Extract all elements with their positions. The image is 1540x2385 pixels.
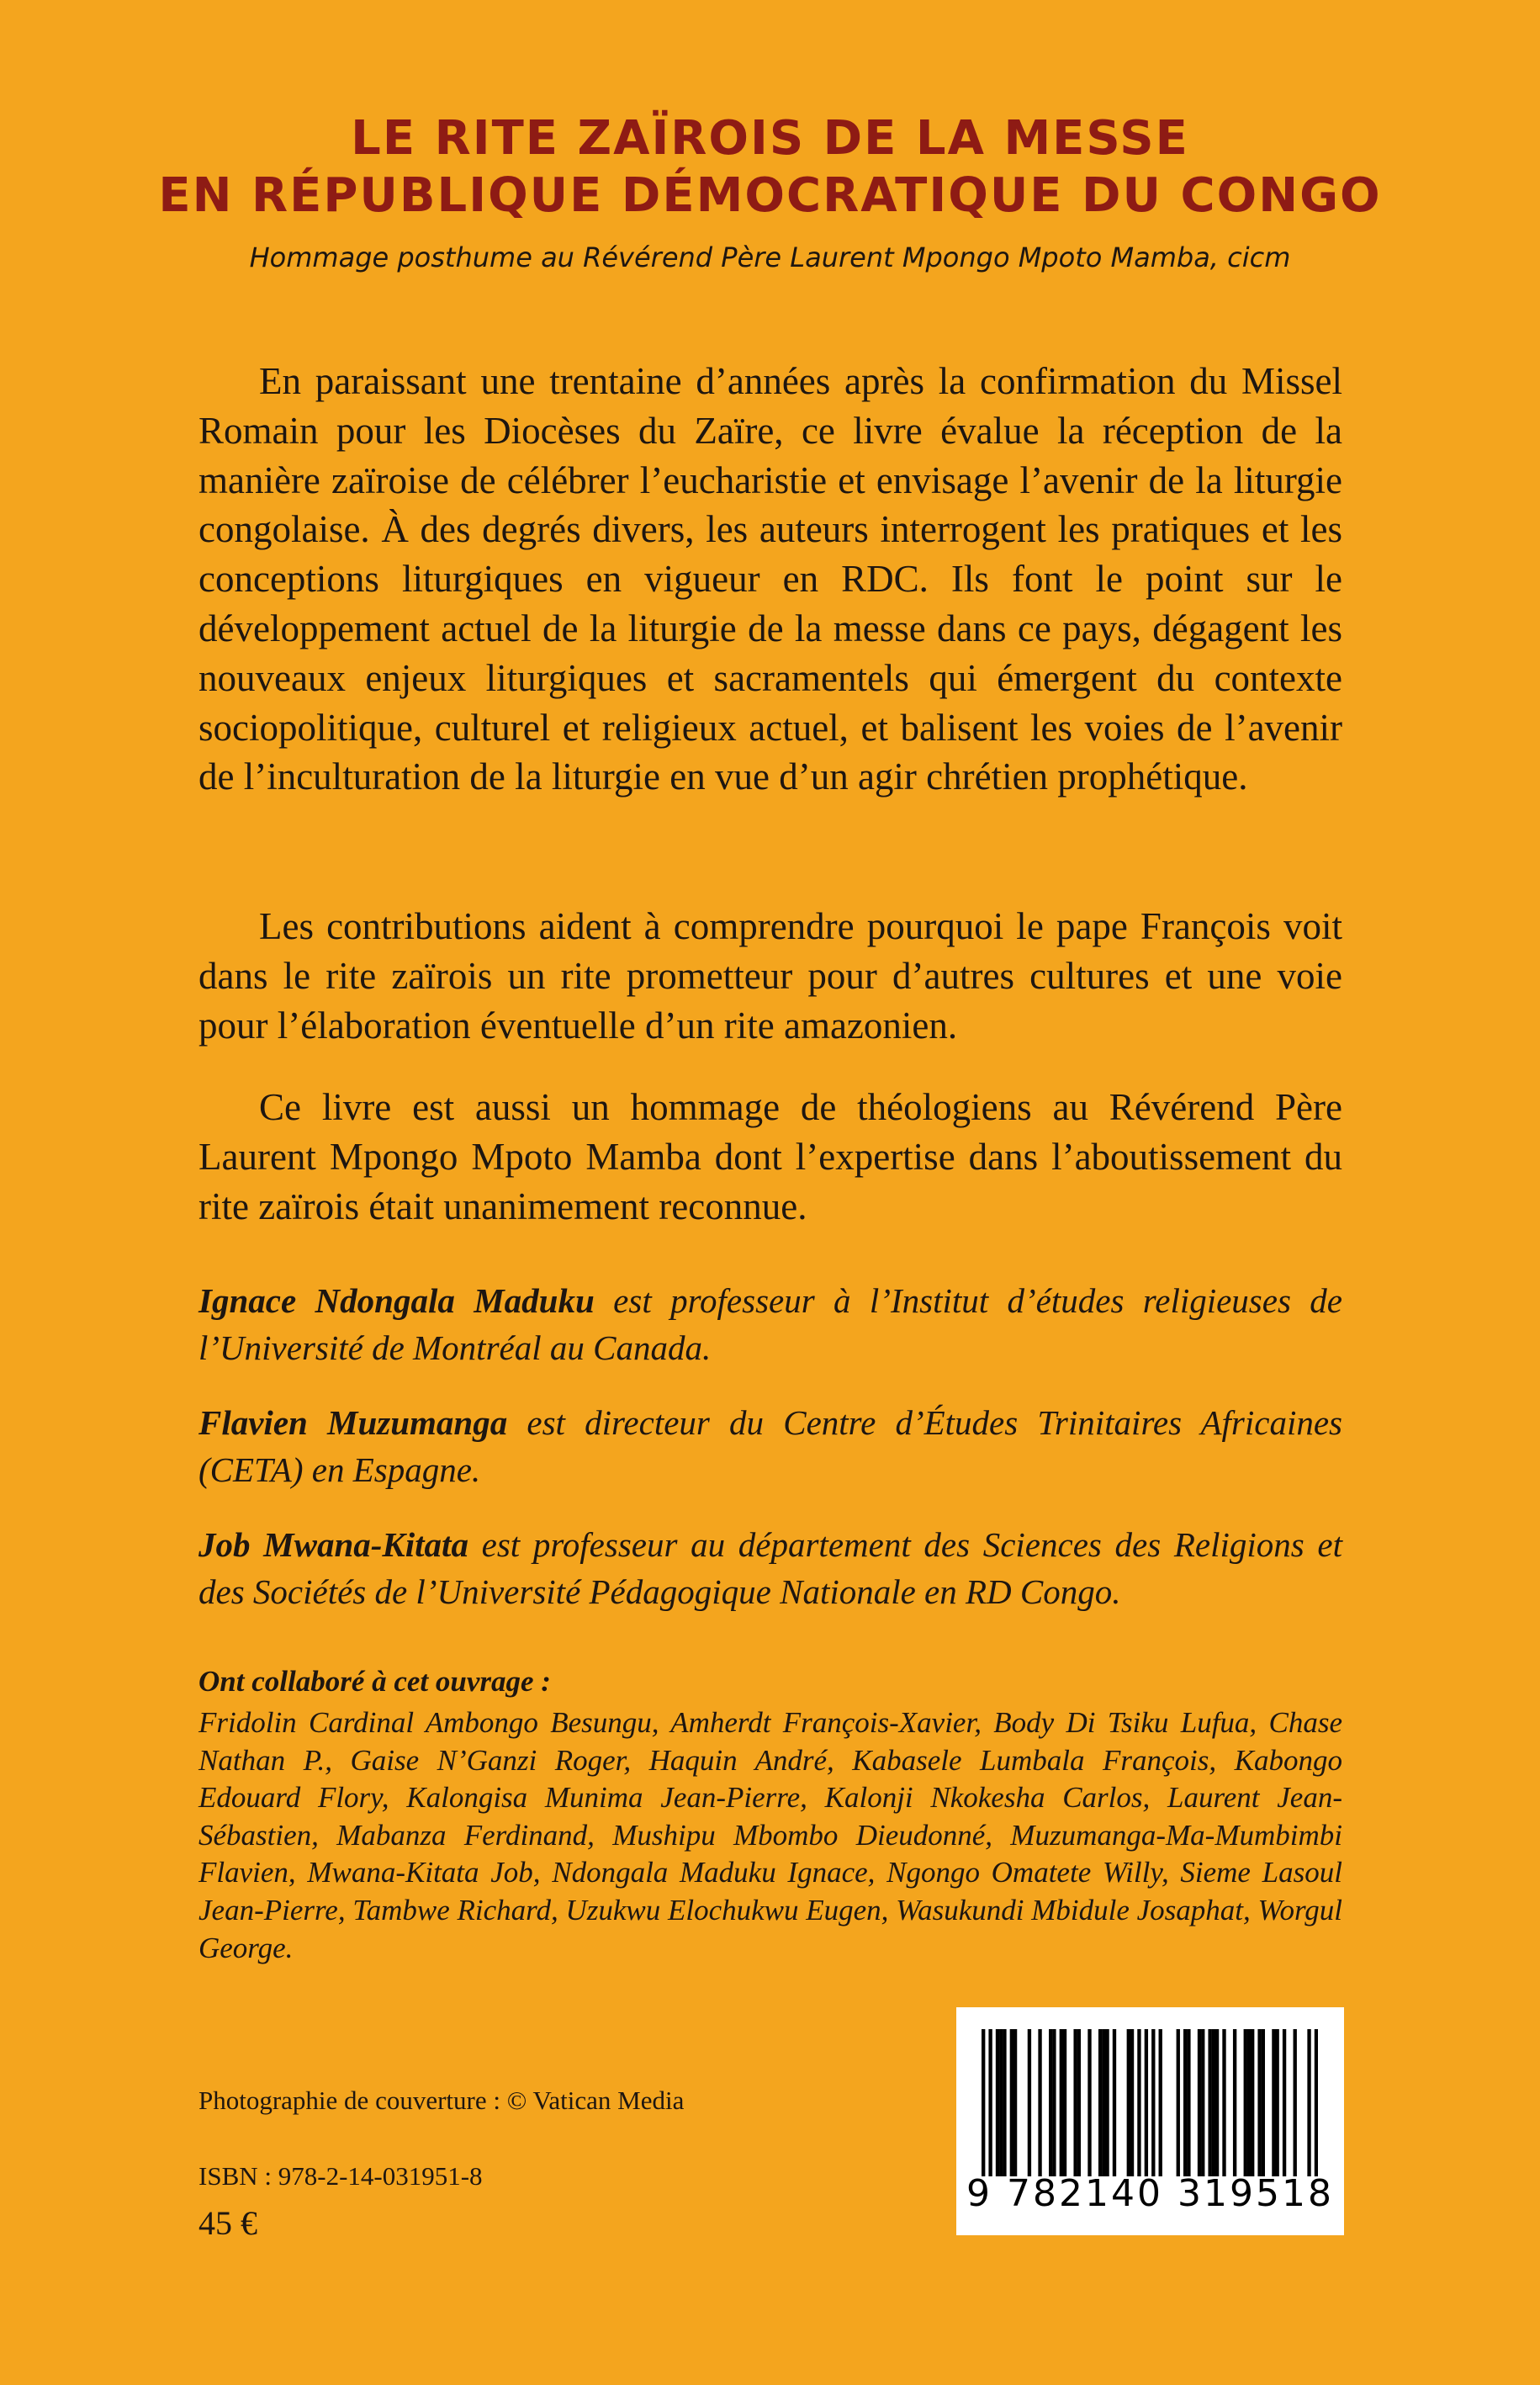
barcode-bar xyxy=(1060,2029,1063,2176)
barcode-bar xyxy=(1177,2029,1180,2176)
barcode-bar xyxy=(1088,2029,1091,2176)
barcode-bar xyxy=(1052,2029,1056,2176)
barcode-bar xyxy=(1159,2029,1162,2176)
author-description: est professeur au département des Sciences des Religions et des Sociétés de l’Université Pédagogique Nationale en RD Congo. xyxy=(198,1525,1342,1611)
barcode-bar xyxy=(1049,2029,1052,2176)
barcode xyxy=(956,2007,1344,2235)
barcode-bar xyxy=(1187,2029,1190,2176)
barcode-bar xyxy=(1247,2029,1251,2176)
author-description: est directeur du Centre d’Études Trinitaires Africaines (CETA) en Espagne. xyxy=(198,1403,1342,1489)
summary-paragraph-1: En paraissant une trentaine d’années après la confirmation du Missel Romain pour les Diocèses du Zaïre, ce livre évalue la réception de la manière zaïroise de célébrer l’eucharistie et envisage l’avenir de la liturgie congolaise. À des degrés divers, les auteurs interrogent les pratiques et les conceptions liturgiques en vigueur en RDC. Ils font le point sur le développement actuel de la liturgie de la messe dans ce pays, dégagent les nouveaux enjeux liturgiques et sacramentels qui émergent du contexte sociopolitique, culturel et religieux actuel, et balisent les voies de l’avenir de l’inculturation de la liturgie en vue d’un agir chrétien prophétique. xyxy=(198,360,1342,798)
barcode-bar xyxy=(1183,2029,1187,2176)
barcode-bar xyxy=(1198,2029,1201,2176)
barcode-bar xyxy=(1073,2029,1077,2176)
barcode-bar xyxy=(1294,2029,1297,2176)
barcode-bar xyxy=(1113,2029,1116,2176)
barcode-bar xyxy=(1028,2029,1031,2176)
barcode-bar xyxy=(982,2029,985,2176)
barcode-bar xyxy=(1130,2029,1134,2176)
isbn: ISBN : 978-2-14-031951-8 xyxy=(198,2161,483,2191)
author-bio-2 xyxy=(198,1399,1342,1493)
author-name: Ignace Ndongala Maduku xyxy=(198,1281,595,1320)
summary-paragraph-3: Ce livre est aussi un hommage de théologiens au Révérend Père Laurent Mpongo Mpoto Mamba dont l’expertise dans l’aboutissement du rite zaïrois était unanimement reconnue. xyxy=(198,1086,1342,1227)
barcode-bar xyxy=(1038,2029,1041,2176)
barcode-bar xyxy=(1251,2029,1254,2176)
barcode-bar xyxy=(1222,2029,1225,2176)
barcode-bar xyxy=(1208,2029,1211,2176)
barcode-bar xyxy=(1283,2029,1286,2176)
barcode-bar xyxy=(1137,2029,1140,2176)
barcode-number: 9 782140 319518 xyxy=(966,2172,1334,2215)
barcode-bar xyxy=(1105,2029,1109,2176)
collaborators-heading: Ont collaboré à cet ouvrage : xyxy=(198,1665,551,1698)
barcode-bar xyxy=(1098,2029,1102,2176)
book-title-line-2: EN RÉPUBLIQUE DÉMOCRATIQUE DU CONGO xyxy=(158,168,1382,223)
barcode-bar xyxy=(1307,2029,1310,2176)
barcode-bar xyxy=(1215,2029,1219,2176)
author-description: est professeur à l’Institut d’études religieuses de l’Université de Montréal au Canada. xyxy=(198,1281,1342,1367)
author-bio-1 xyxy=(198,1277,1342,1371)
author-bio-3 xyxy=(198,1521,1342,1615)
barcode-bar xyxy=(996,2029,999,2176)
barcode-bar xyxy=(1315,2029,1318,2176)
barcode-bar xyxy=(1063,2029,1066,2176)
barcode-bar xyxy=(988,2029,992,2176)
book-title-line-1: LE RITE ZAÏROIS DE LA MESSE xyxy=(351,111,1189,166)
barcode-bar xyxy=(1244,2029,1247,2176)
price: 45 € xyxy=(198,2204,257,2242)
barcode-bar xyxy=(1233,2029,1236,2176)
barcode-bar xyxy=(1013,2029,1017,2176)
photo-credit: Photographie de couverture : © Vatican Media xyxy=(198,2086,685,2115)
barcode-bars xyxy=(982,2029,1318,2176)
barcode-bar xyxy=(1272,2029,1275,2176)
author-name: Job Mwana-Kitata xyxy=(198,1525,468,1564)
barcode-bar xyxy=(1077,2029,1081,2176)
barcode-bar xyxy=(1262,2029,1265,2176)
barcode-bar xyxy=(1003,2029,1006,2176)
barcode-bar xyxy=(1275,2029,1278,2176)
barcode-bar xyxy=(1212,2029,1215,2176)
summary-paragraph-2: Les contributions aident à comprendre pourquoi le pape François voit dans le rite zaïrois un rite prometteur pour d’autres cultures et une voie pour l’élaboration éventuelle d’un rite amazonien. xyxy=(198,905,1342,1047)
barcode-bar xyxy=(1102,2029,1105,2176)
barcode-bar xyxy=(999,2029,1003,2176)
author-name: Flavien Muzumanga xyxy=(198,1403,508,1442)
barcode-bar xyxy=(1127,2029,1130,2176)
collaborators-list: Fridolin Cardinal Ambongo Besungu, Amherdt François-Xavier, Body Di Tsiku Lufua, Chase Nathan P., Gaise N’Ganzi Roger, Haquin André, Kabasele Lumbala François, Kabongo Edouard Flory, Kalongisa Munima Jean-Pierre, Kalonji Nkokesha Carlos, Laurent Jean-Sébastien, Mabanza Ferdinand, Mushipu Mbombo Dieudonné, Muzumanga-Ma-Mumbimbi Flavien, Mwana-Kitata Job, Ndongala Maduku Ignace, Ngongo Omatete Willy, Sieme Lasoul Jean-Pierre, Tambwe Richard, Uzukwu Elochukwu Eugen, Wasukundi Mbidule Josaphat, Worgul George. xyxy=(198,1706,1342,1964)
barcode-bar xyxy=(1010,2029,1013,2176)
barcode-bar xyxy=(1201,2029,1204,2176)
book-subtitle: Hommage posthume au Révérend Père Laurent Mpongo Mpoto Mamba, cicm xyxy=(249,241,1291,273)
barcode-bar xyxy=(1257,2029,1261,2176)
barcode-bar xyxy=(1145,2029,1148,2176)
barcode-bar xyxy=(1151,2029,1155,2176)
